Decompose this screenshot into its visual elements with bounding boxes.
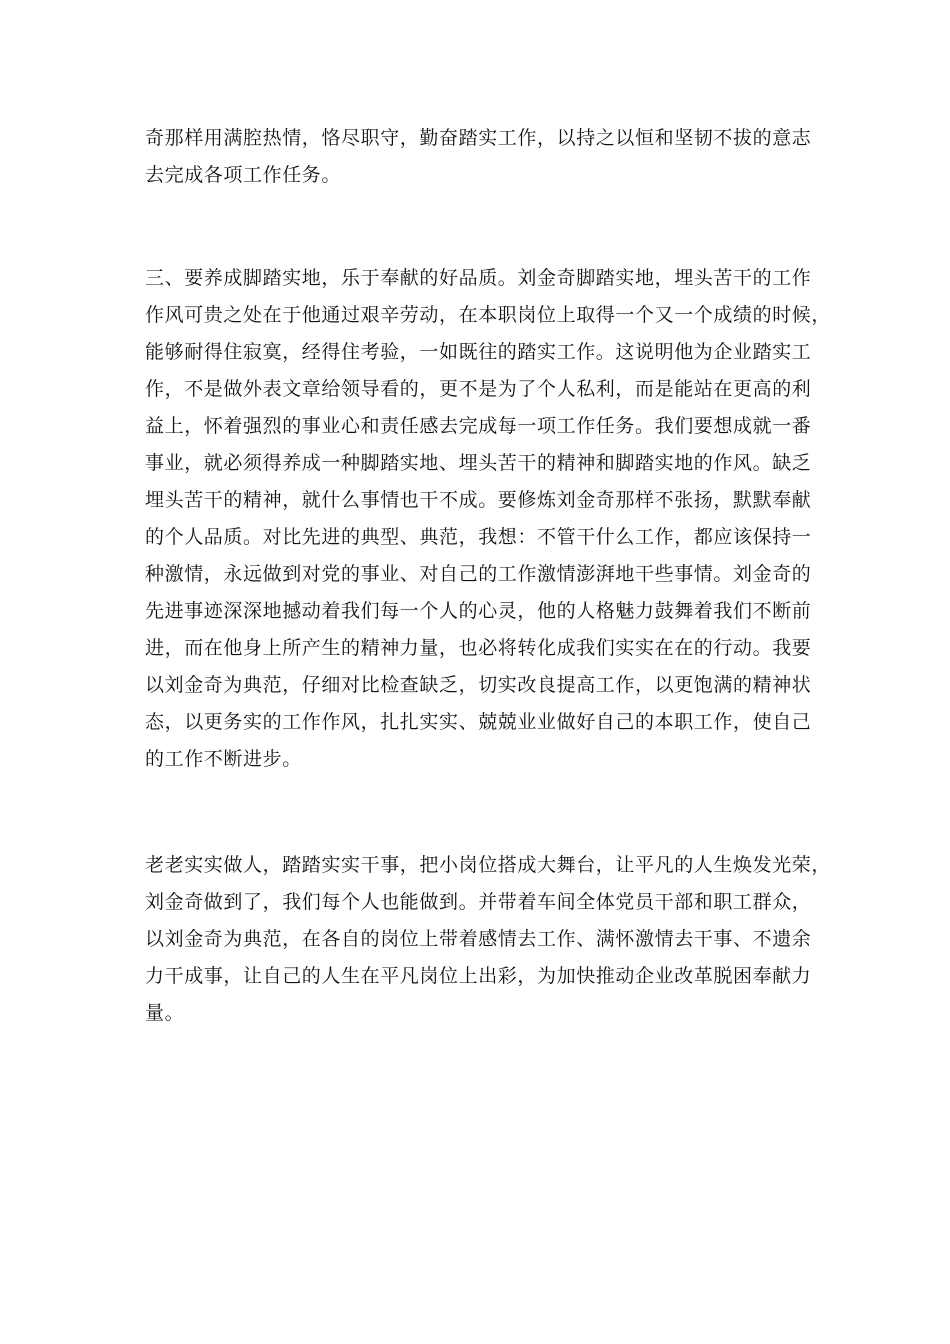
- paragraph-2-line: 三、要养成脚踏实地，乐于奉献的好品质。刘金奇脚踏实地，埋头苦干的工作: [145, 267, 812, 289]
- paragraph-1-line: 去完成各项工作任务。: [145, 164, 342, 186]
- paragraph-2-line: 益上，怀着强烈的事业心和责任感去完成每一项工作任务。我们要想成就一番: [145, 415, 812, 437]
- paragraph-2-line: 作，不是做外表文章给领导看的，更不是为了个人私利，而是能站在更高的利: [145, 378, 812, 400]
- paragraph-2-line: 进，而在他身上所产生的精神力量，也必将转化成我们实实在在的行动。我要: [145, 637, 812, 659]
- paragraph-2-line: 的个人品质。对比先进的典型、典范，我想：不管干什么工作，都应该保持一: [145, 526, 812, 548]
- paragraph-2-line: 态，以更务实的工作作风，扎扎实实、兢兢业业做好自己的本职工作，使自己: [145, 711, 812, 733]
- paragraph-3-line: 量。: [145, 1002, 185, 1024]
- paragraph-3-line: 老老实实做人，踏踏实实干事，把小岗位搭成大舞台，让平凡的人生焕发光荣，: [145, 854, 832, 876]
- paragraph-2-line: 种激情，永远做到对党的事业、对自己的工作激情澎湃地干些事情。刘金奇的: [145, 563, 812, 585]
- paragraph-2-line: 先进事迹深深地撼动着我们每一个人的心灵，他的人格魅力鼓舞着我们不断前: [145, 600, 812, 622]
- paragraph-2-line: 埋头苦干的精神，就什么事情也干不成。要修炼刘金奇那样不张扬，默默奉献: [145, 489, 812, 511]
- paragraph-2-line: 作风可贵之处在于他通过艰辛劳动，在本职岗位上取得一个又一个成绩的时候，: [145, 304, 832, 326]
- paragraph-2-line: 的工作不断进步。: [145, 748, 302, 770]
- paragraph-3-line: 力干成事，让自己的人生在平凡岗位上出彩，为加快推动企业改革脱困奉献力: [145, 965, 812, 987]
- paragraph-1-line: 奇那样用满腔热情，恪尽职守，勤奋踏实工作，以持之以恒和坚韧不拔的意志: [145, 127, 812, 149]
- paragraph-3-line: 刘金奇做到了，我们每个人也能做到。并带着车间全体党员干部和职工群众，: [145, 891, 812, 913]
- paragraph-2-line: 事业，就必须得养成一种脚踏实地、埋头苦干的精神和脚踏实地的作风。缺乏: [145, 452, 812, 474]
- paragraph-3-line: 以刘金奇为典范，在各自的岗位上带着感情去工作、满怀激情去干事、不遗余: [145, 928, 812, 950]
- paragraph-2-line: 以刘金奇为典范，仔细对比检查缺乏，切实改良提高工作，以更饱满的精神状: [145, 674, 812, 696]
- paragraph-2-line: 能够耐得住寂寞，经得住考验，一如既往的踏实工作。这说明他为企业踏实工: [145, 341, 812, 363]
